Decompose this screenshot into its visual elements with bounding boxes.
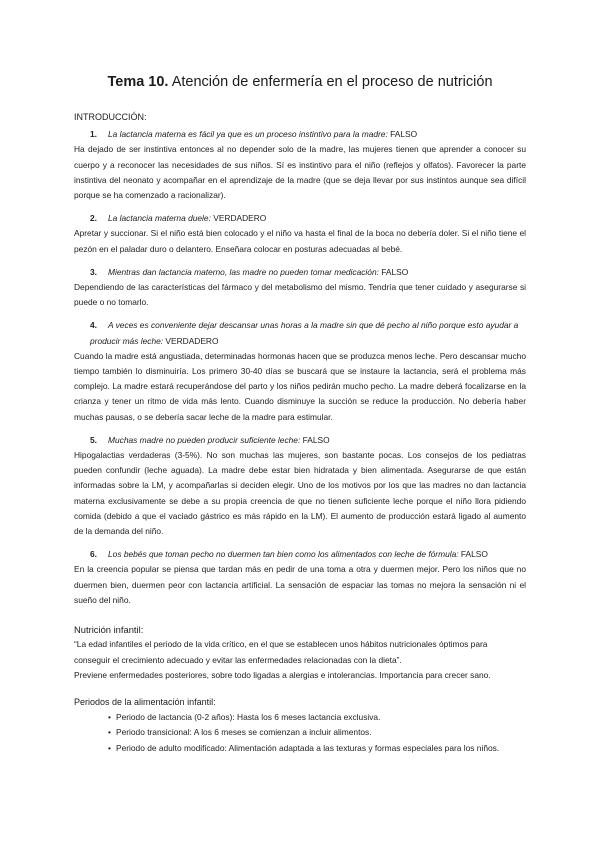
nutrition-heading: Nutrición infantil: [74,624,144,636]
question-4 [74,318,526,348]
title-text: Atención de enfermería en el proceso de nutrición [171,74,493,90]
question-number: 4. [90,320,97,331]
question-number: 6. [90,549,97,560]
list-item [108,710,526,725]
question-answer: FALSO [302,434,330,445]
period-text: Periodo transicional: A los 6 meses se comienzan a incluir alimentos. [116,727,372,738]
question-number: 3. [90,266,97,277]
question-text: La lactancia materna es fácil ya que es un proceso instintivo para la madre: [108,129,388,140]
question-number: 1. [90,129,97,140]
answer-explanation-5: Hipogalactias verdaderas (3-5%). No son muchas las mujeres, son bastante pocas. Los consejos de los pediatras pueden confundir (leche aguada). La madre debe estar bien hidratada y bien alimentada. Asegurarse de que están informadas sobre la LM, y acompañarlas si deciden elegir. Uno de los motivos por los que las madres no dan lactancia materna exclusivamente se debe a su propia creencia de que no tienen suficiente leche porque el niño llora pidiendo comida (debido a que el vaciado gástrico es más rápido en la LM). El aumento de producción estará ligado al aumento de la demanda del niño. [74,450,526,537]
period-text: Periodo de lactancia (0-2 años): Hasta los 6 meses lactancia exclusiva. [116,712,381,723]
question-answer: VERDADERO [165,335,219,346]
periods-list [74,710,526,756]
document-body [74,110,526,756]
question-3 [74,265,526,280]
answer-explanation-3: Dependiendo de las características del fármaco y del metabolismo del mismo. Tendría que tener cuidado y asegurarse si puede o no tomarlo. [74,282,526,308]
page-title [0,74,600,90]
list-item [108,725,526,740]
question-text: A veces es conveniente dejar descansar unas horas a la madre sin que dé pecho al niño porque esto ayudar a producir más leche: [90,320,519,346]
question-5 [74,433,526,448]
question-answer: VERDADERO [213,213,267,224]
answer-explanation-6: En la creencia popular se piensa que tardan más en pedir de una toma a otra y duermen mejor. Pero los niños que no duermen bien, duermen peor con lactancia artificial. La sensación de espaciar las tomas no mejora la sensación ni el sueño del niño. [74,564,526,605]
intro-heading: INTRODUCCIÓN: [74,112,147,122]
bullet-icon: • [108,742,111,753]
question-6 [74,547,526,562]
answer-explanation-2: Apretar y succionar. Si el niño está bien colocado y el niño va hasta el final de la boca no debería doler. Si el niño tiene el pezón en el paladar duro o delantero. Enseñara colocar en posturas adecuadas al bebé. [74,228,526,254]
bullet-icon: • [108,712,111,723]
answer-explanation-4: Cuando la madre está angustiada, determinadas hormonas hacen que se produzca menos leche. Pero descansar mucho tiempo también lo disminuiría. Los primero 30-40 días se buscará que se instaure la lactancia, será el problema más complejo. La madre estará recuperándose del parto y los niños pedirán mucho pecho. La madre deberá focalizarse en la crianza y tener un ritmo de vida más lento. Cuando disminuye la succión se reduce la producción. No debería haber muchas pausas, o se debería sacar leche de la madre para estimular. [74,350,526,422]
question-answer: FALSO [381,266,409,277]
nutrition-quote: “La edad infantiles el periodo de la vida crítico, en el que se establecen unos hábitos nutricionales óptimos para conseguir el crecimiento adecuado y evitar las enfermedades relacionadas con la dieta”. [74,639,488,665]
question-answer: FALSO [390,129,418,140]
period-text: Periodo de adulto modificado: Alimentación adaptada a las texturas y formas especiales para los niños. [116,742,500,753]
question-number: 5. [90,434,97,445]
question-answer: FALSO [460,549,488,560]
title-number: Tema 10. [107,74,169,90]
list-item [108,741,526,756]
periods-heading: Periodos de la alimentación infantil: [74,696,216,707]
nutrition-note: Previene enfermedades posteriores, sobre todo ligadas a alergias e intolerancias. Importancia para crecer sano. [74,669,491,680]
question-number: 2. [90,213,97,224]
question-2 [74,211,526,226]
question-text: Muchas madre no pueden producir suficiente leche: [108,434,301,445]
question-1 [74,127,526,142]
question-text: Los bebés que toman pecho no duermen tan bien como los alimentados con leche de fórmula: [108,549,459,560]
answer-explanation-1: Ha dejado de ser instintiva entonces al no depender solo de la madre, las mujeres tienen que aprender a conocer su cuerpo y a reconocer las necesidades de sus niños. Sí es instintivo para el niño (reflejos y olfatos). Favorecer la parte instintiva del neonato y acompañar en el aprendizaje de la madre (que se deja llevar por sus instintos aunque sea difícil porque se ha comenzado a racionalizar). [74,144,526,201]
bullet-icon: • [108,727,111,738]
question-text: La lactancia materna duele: [108,213,211,224]
question-text: Mientras dan lactancia materno, las madre no pueden tomar medicación: [108,266,379,277]
